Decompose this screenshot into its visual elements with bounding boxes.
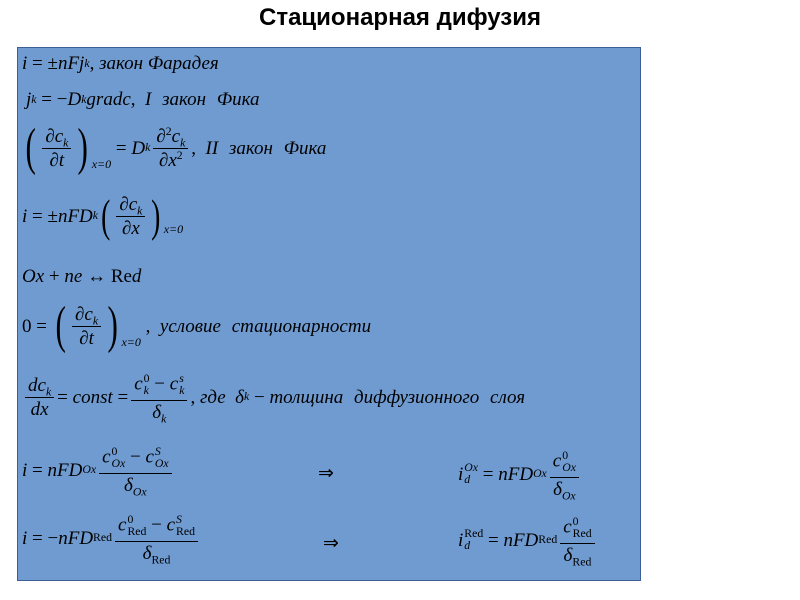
delta-description: толщина диффузионного слоя	[269, 386, 526, 408]
leftright-arrow: ↔	[87, 266, 107, 287]
formula-redox: Ox + ne ↔ Re d	[22, 266, 142, 287]
formula-limit-current-red: i Red d = nFD Red c 0 Red $\delta_{Red}$	[458, 516, 598, 565]
formula-panel	[17, 47, 641, 581]
fick2-label: II закон Фика	[205, 137, 327, 159]
formula-fick-1: j k = − D k gradc , I закон Фика	[26, 89, 260, 110]
formula-current-ox: i = nFD Ox c 0 Ox − c S Ox $\delta_{Ox}$	[22, 446, 175, 495]
formula-current-red: i = − nFD Red c 0 Red − c S Red $\delta_{Red}$	[22, 514, 201, 563]
formula-gradient-const: $\frac{dc_k}{dx}$ = const = c 0 k − c s k $\delta_k$ , где δ k − толщина диффузионного слоя	[22, 373, 525, 422]
formula-current-gradient: i = ± nFD k ( $\frac{\partial c_k}{\partial x}$ ) x=0	[22, 190, 184, 241]
formula-faraday: i = ± nFj k , закон Фарадея	[22, 53, 219, 74]
fick1-label: I закон Фика	[145, 89, 260, 110]
where-label: где	[199, 386, 226, 408]
formula-limit-current-ox: i Ox d = nFD Ox c 0 Ox $\delta_{Ox}$	[458, 450, 582, 499]
implies-arrow-ox: ⇒	[318, 463, 334, 484]
formula-fick-2: ( $\frac{\partial c_k}{\partial t}$ ) x=0 = D k $\frac{\partial^2c_k}{\partial x^2}$ , II закон Фика	[25, 119, 327, 176]
implies-arrow-red: ⇒	[323, 533, 339, 554]
faraday-label: закон Фарадея	[99, 53, 219, 74]
slide-title: Стационарная дифузия	[258, 4, 541, 31]
formula-steady-state: 0 = ( $\frac{\partial c_k}{\partial t}$ ) x=0 , условие стационарности	[22, 297, 372, 354]
steady-label: условие стационарности	[159, 315, 372, 337]
